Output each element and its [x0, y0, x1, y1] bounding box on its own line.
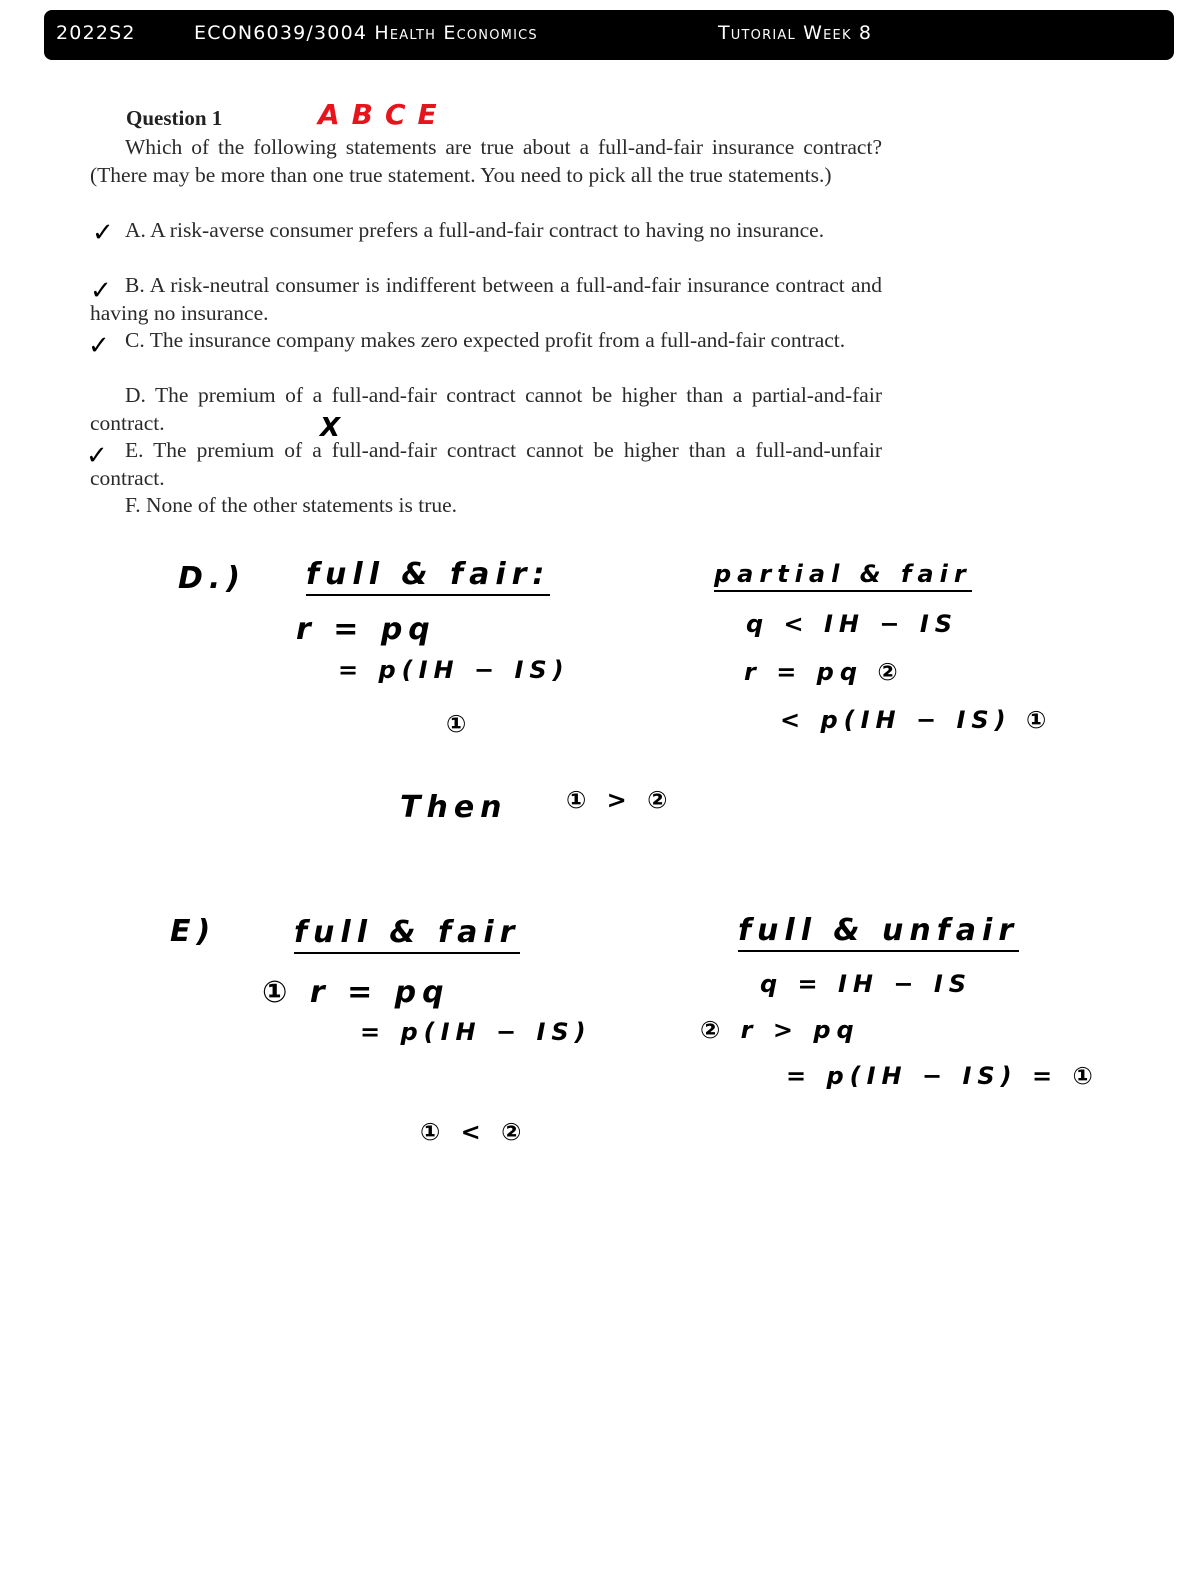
tick-mark-e: ✓ — [86, 441, 108, 471]
note-e-result: ① < ② — [420, 1118, 528, 1146]
tick-mark-c: ✓ — [88, 331, 110, 361]
note-e-right-line3: = p(IH − IS) = ① — [786, 1062, 1099, 1090]
note-d-left-line2: = p(IH − IS) — [338, 656, 570, 684]
header-course: ECON6039/3004 Health Economics — [194, 22, 538, 44]
note-e-label: E) — [170, 914, 217, 949]
option-d: D. The premium of a full-and-fair contract cannot be higher than a partial-and-fair contract. — [90, 383, 882, 435]
note-d-right-title: partial & fair — [714, 560, 972, 592]
note-d-result: ① > ② — [566, 786, 674, 814]
option-e: E. The premium of a full-and-fair contract cannot be higher than a full-and-unfair contract. — [90, 438, 882, 490]
note-d-then: Then — [400, 790, 508, 825]
tick-mark-b: ✓ — [90, 276, 112, 306]
option-c: C. The insurance company makes zero expected profit from a full-and-fair contract. — [125, 328, 846, 352]
note-e-right-title: full & unfair — [738, 913, 1019, 952]
note-d-right-line3: < p(IH − IS) ① — [780, 706, 1053, 734]
header-bar — [44, 10, 1174, 60]
note-e-left-line2: = p(IH − IS) — [360, 1018, 592, 1046]
tick-mark-a: ✓ — [92, 218, 114, 248]
note-e-right-line2: ② r > pq — [700, 1016, 860, 1044]
handwritten-answer: ABCE — [318, 98, 449, 131]
note-d-right-line1: q < IH − IS — [746, 610, 959, 638]
note-d-label: D.) — [178, 561, 247, 596]
question-stem: Which of the following statements are true about a full-and-fair insurance contract? (There may be more than one true statement. You need to pick all the true statements.) — [90, 135, 882, 187]
option-a: A. A risk-averse consumer prefers a full-and-fair contract to having no insurance. — [125, 218, 825, 242]
note-d-left-line3: ① — [446, 710, 473, 738]
header-week: Tutorial Week 8 — [718, 22, 873, 44]
note-e-right-line1: q = IH − IS — [760, 970, 973, 998]
question-title: Question 1 — [126, 106, 223, 130]
option-f: F. None of the other statements is true. — [125, 493, 458, 517]
cross-mark-d: X — [320, 413, 341, 443]
note-e-left-title: full & fair — [294, 915, 520, 954]
note-e-left-line1: ① r = pq — [262, 975, 450, 1010]
note-d-left-title: full & fair: — [306, 557, 550, 596]
option-b: B. A risk-neutral consumer is indifferent between a full-and-fair insurance contract and having no insurance. — [90, 273, 882, 325]
note-d-right-line2: r = pq ② — [744, 658, 904, 686]
header-term: 2022S2 — [56, 22, 136, 44]
note-d-left-line1: r = pq — [296, 612, 436, 647]
